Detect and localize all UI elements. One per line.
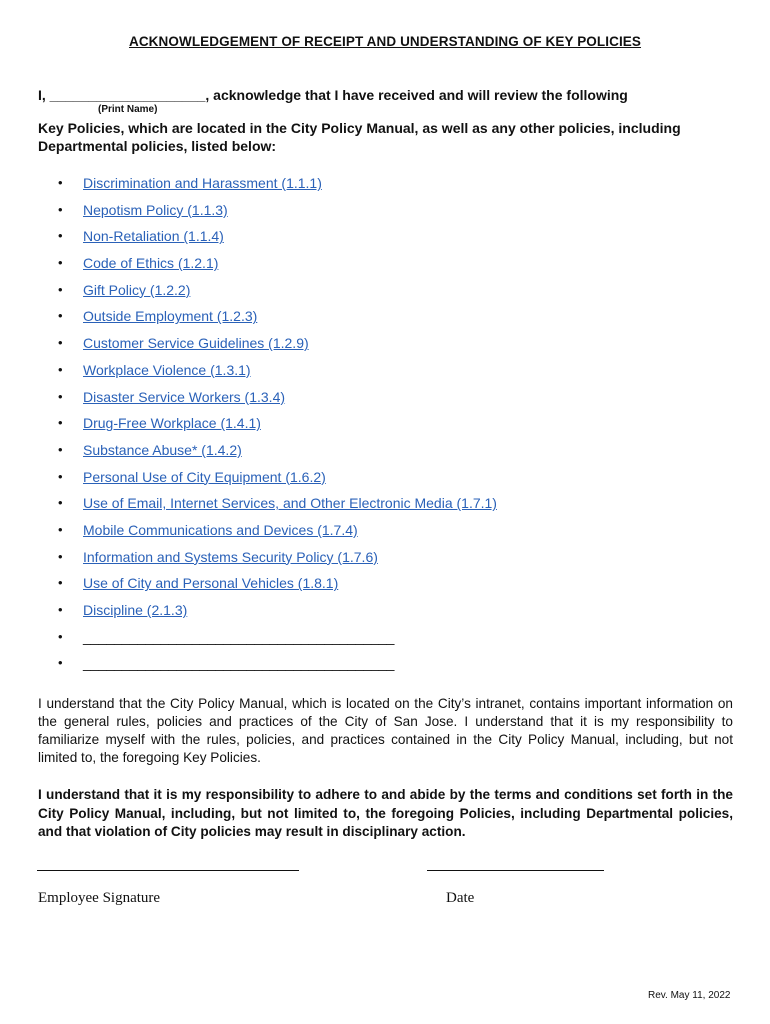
policy-link[interactable]: Discipline (2.1.3) <box>83 602 188 618</box>
bullet-icon: • <box>58 628 63 644</box>
bullet-icon: • <box>58 201 63 217</box>
bullet-icon: • <box>58 175 63 190</box>
policy-link[interactable]: Use of City and Personal Vehicles (1.8.1) <box>83 575 339 592</box>
policy-link[interactable]: Non-Retaliation (1.1.4) <box>83 228 224 245</box>
intro-text: Key Policies, which are located in the City Policy Manual, as well as any other policies, including Departmental policies, listed below: <box>38 120 681 154</box>
bullet-icon: • <box>58 655 63 671</box>
signature-line[interactable] <box>37 870 299 871</box>
policy-link[interactable]: Mobile Communications and Devices (1.7.4) <box>83 521 358 538</box>
policy-link[interactable]: Discrimination and Harassment (1.1.1) <box>83 175 322 191</box>
date-label: Date <box>446 890 475 906</box>
bullet-icon: • <box>58 361 63 377</box>
policy-link[interactable]: Nepotism Policy (1.1.3) <box>83 201 228 218</box>
bullet-icon: • <box>58 468 63 484</box>
policy-link[interactable]: Personal Use of City Equipment (1.6.2) <box>83 468 326 485</box>
bullet-icon: • <box>58 335 63 351</box>
bullet-icon: • <box>58 575 63 591</box>
bullet-icon: • <box>58 441 63 457</box>
understanding-paragraph: I understand that the City Policy Manual, which is located on the City’s intranet, contains important information on the general rules, policies and practices of the City of San Jose. I understand that it is my responsibility to familiarize myself with the rules, policies, and practices contained in the City Policy Manual, including, but not limited to, the foregoing Key Policies. <box>38 696 733 765</box>
policy-link[interactable]: Code of Ethics (1.2.1) <box>83 255 219 272</box>
document-title: ACKNOWLEDGEMENT OF RECEIPT AND UNDERSTANDING OF KEY POLICIES <box>128 34 642 49</box>
policy-link[interactable]: Information and Systems Security Policy (1.7.6) <box>83 548 378 565</box>
policy-link[interactable]: Substance Abuse* (1.4.2) <box>83 441 242 458</box>
bullet-icon: • <box>58 548 63 564</box>
revision-date: Rev. May 11, 2022 <box>648 990 731 1001</box>
policy-link[interactable]: Workplace Violence (1.3.1) <box>83 361 251 378</box>
responsibility-paragraph: I understand that it is my responsibility to adhere to and abide by the terms and conditions set forth in the City Policy Manual, including, but not limited to, the foregoing Policies, including Departmental policies, and that violation of City policies may result in disciplinary action. <box>38 787 733 839</box>
policy-link[interactable]: Drug-Free Workplace (1.4.1) <box>83 415 261 432</box>
print-name-label: (Print Name) <box>98 104 158 115</box>
bullet-icon: • <box>58 415 63 431</box>
bullet-icon: • <box>58 281 63 297</box>
policy-link[interactable]: Outside Employment (1.2.3) <box>83 308 258 325</box>
blank-policy-line[interactable]: ________________________________________ <box>83 655 395 672</box>
policy-link[interactable]: Disaster Service Workers (1.3.4) <box>83 388 286 405</box>
bullet-icon: • <box>58 388 63 404</box>
bullet-icon: • <box>58 308 63 324</box>
acknowledgement-line: I, ____________________, acknowledge that I have received and will review the following <box>38 87 628 103</box>
bullet-icon: • <box>58 495 63 511</box>
bullet-icon: • <box>58 521 63 537</box>
policy-link[interactable]: Gift Policy (1.2.2) <box>83 281 191 298</box>
policy-link[interactable]: Use of Email, Internet Services, and Other Electronic Media (1.7.1) <box>83 495 497 512</box>
employee-signature-label: Employee Signature <box>38 890 161 906</box>
bullet-icon: • <box>58 255 63 271</box>
bullet-icon: • <box>58 602 63 617</box>
policy-link[interactable]: Customer Service Guidelines (1.2.9) <box>83 335 309 352</box>
date-line[interactable] <box>427 870 604 871</box>
bullet-icon: • <box>58 228 63 244</box>
blank-policy-line[interactable]: ________________________________________ <box>83 628 395 645</box>
